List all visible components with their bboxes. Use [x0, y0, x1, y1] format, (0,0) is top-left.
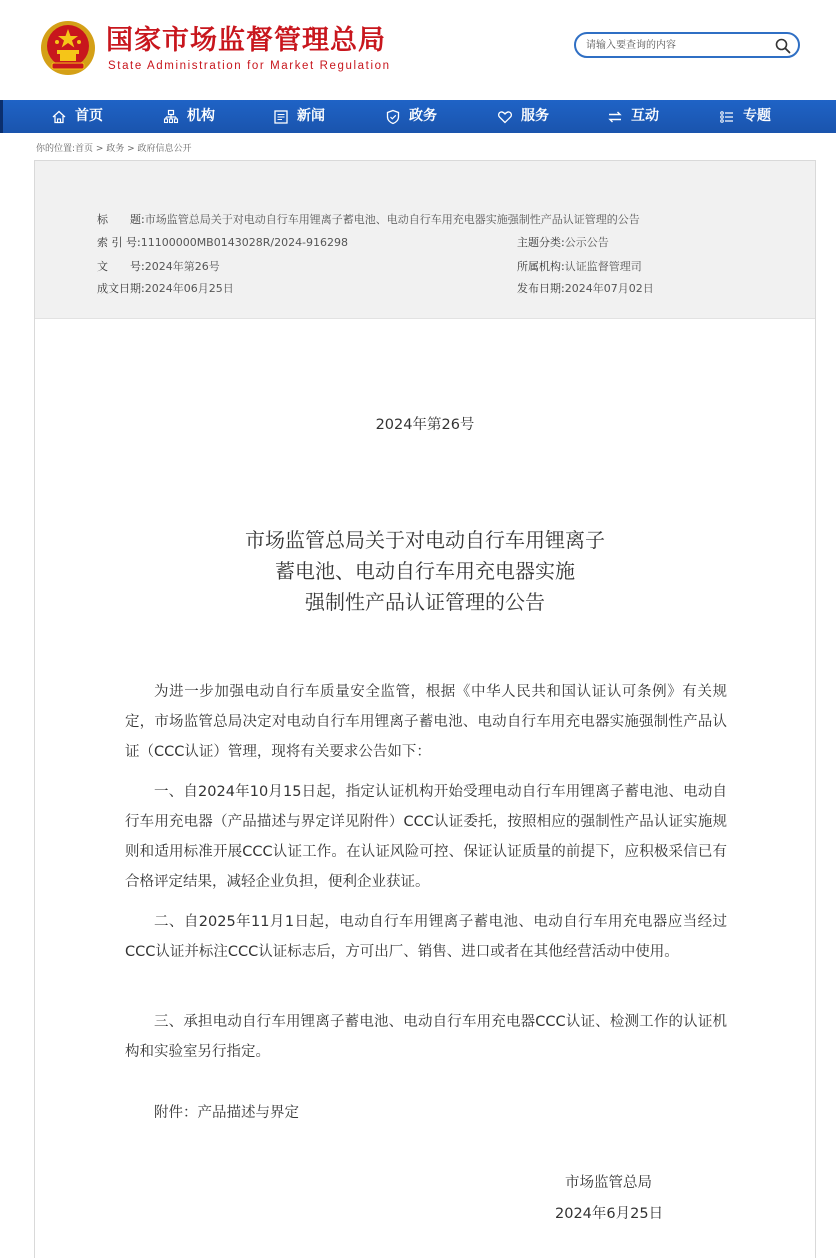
- article-paragraph: 一、自2024年10月15日起，指定认证机构开始受理电动自行车用锂离子蓄电池、电动自行车用充电器（产品描述与界定详见附件）CCC认证委托，按照相应的强制性产品认证实施规则和适用标准开展CCC认证工作。在认证风险可控、保证认证质量的前提下，应积极采信已有合格评定结果，减轻企业负担，便利企业获证。: [125, 784, 727, 890]
- nav-item-interaction[interactable]: [607, 100, 659, 133]
- attachment-link[interactable]: 附件：产品描述与界定: [154, 1105, 299, 1121]
- site-subtitle: State Administration for Market Regulation: [108, 60, 391, 72]
- meta-label: 所属机构:: [517, 260, 565, 273]
- news-icon: [273, 109, 289, 125]
- nav-label: 专题: [743, 108, 771, 124]
- meta-title-value: 市场监管总局关于对电动自行车用锂离子蓄电池、电动自行车用充电器实施强制性产品认证管理的公告: [144, 213, 640, 226]
- meta-created-row: [97, 282, 234, 296]
- meta-label: 文 号:: [97, 260, 145, 273]
- document-number: 2024年第26号: [375, 417, 475, 433]
- article-title: [35, 525, 815, 618]
- exchange-arrows-icon: [607, 109, 623, 125]
- meta-published-row: [517, 282, 654, 296]
- article-paragraph: 为进一步加强电动自行车质量安全监管，根据《中华人民共和国认证认可条例》有关规定，市场监管总局决定对电动自行车用锂离子蓄电池、电动自行车用充电器实施强制性产品认证（CCC认证）管理，现将有关要求公告如下：: [125, 684, 727, 760]
- meta-index-value: 11100000MB0143028R/2024-916298: [140, 236, 349, 249]
- article-panel: [34, 160, 816, 1258]
- meta-label: 成文日期:: [97, 282, 145, 295]
- nav-item-news[interactable]: [273, 100, 325, 133]
- meta-label: 主题分类:: [517, 236, 565, 249]
- site-header: [0, 0, 836, 100]
- article-metadata: [35, 161, 815, 319]
- nav-item-home[interactable]: [51, 100, 103, 133]
- nav-label: 政务: [409, 108, 437, 124]
- home-icon: [51, 109, 67, 125]
- nav-label: 首页: [75, 108, 103, 124]
- org-chart-icon: [163, 109, 179, 125]
- article-paragraph: 三、承担电动自行车用锂离子蓄电池、电动自行车用充电器CCC认证、检测工作的认证机构和实验室另行指定。: [125, 1014, 727, 1060]
- topic-list-icon: [719, 109, 735, 125]
- heart-icon: [497, 109, 513, 125]
- meta-subject-row: [517, 236, 609, 250]
- shield-icon: [385, 109, 401, 125]
- article-title-line: 蓄电池、电动自行车用充电器实施: [275, 559, 575, 583]
- signature-date: 2024年6月25日: [555, 1206, 664, 1222]
- nav-item-affairs[interactable]: [385, 100, 437, 133]
- main-nav: [0, 100, 836, 133]
- meta-label: 索 引 号:: [97, 236, 141, 249]
- nav-label: 服务: [521, 108, 549, 124]
- meta-created-value: 2024年06月25日: [144, 282, 234, 295]
- article-title-line: 强制性产品认证管理的公告: [305, 590, 545, 614]
- nav-item-service[interactable]: [497, 100, 549, 133]
- nav-label: 互动: [631, 108, 659, 124]
- nav-item-topic[interactable]: [719, 100, 771, 133]
- search-input[interactable]: [586, 36, 766, 54]
- signature-organization: 市场监管总局: [565, 1175, 652, 1191]
- meta-org-row: [517, 260, 642, 274]
- nav-item-org[interactable]: [163, 100, 215, 133]
- meta-docno-row: [97, 260, 220, 274]
- nav-label: 机构: [187, 108, 215, 124]
- breadcrumb[interactable]: 你的位置:首页 > 政务 > 政府信息公开: [36, 144, 192, 154]
- meta-org-value: 认证监督管理司: [564, 260, 642, 273]
- meta-index-row: [97, 236, 348, 250]
- nav-label: 新闻: [297, 108, 325, 124]
- search-box: [574, 32, 800, 58]
- site-title[interactable]: 国家市场监督管理总局: [106, 25, 386, 56]
- national-emblem-icon: [40, 20, 96, 76]
- meta-published-value: 2024年07月02日: [564, 282, 654, 295]
- meta-title-row: [97, 213, 640, 227]
- meta-subject-value: 公示公告: [564, 236, 609, 249]
- search-icon[interactable]: [774, 37, 792, 55]
- meta-docno-value: 2024年第26号: [144, 260, 220, 273]
- article-title-line: 市场监管总局关于对电动自行车用锂离子: [245, 528, 605, 552]
- meta-label: 标 题:: [97, 213, 145, 226]
- article-paragraph: 二、自2025年11月1日起，电动自行车用锂离子蓄电池、电动自行车用充电器应当经过CCC认证并标注CCC认证标志后，方可出厂、销售、进口或者在其他经营活动中使用。: [125, 914, 727, 960]
- meta-label: 发布日期:: [517, 282, 565, 295]
